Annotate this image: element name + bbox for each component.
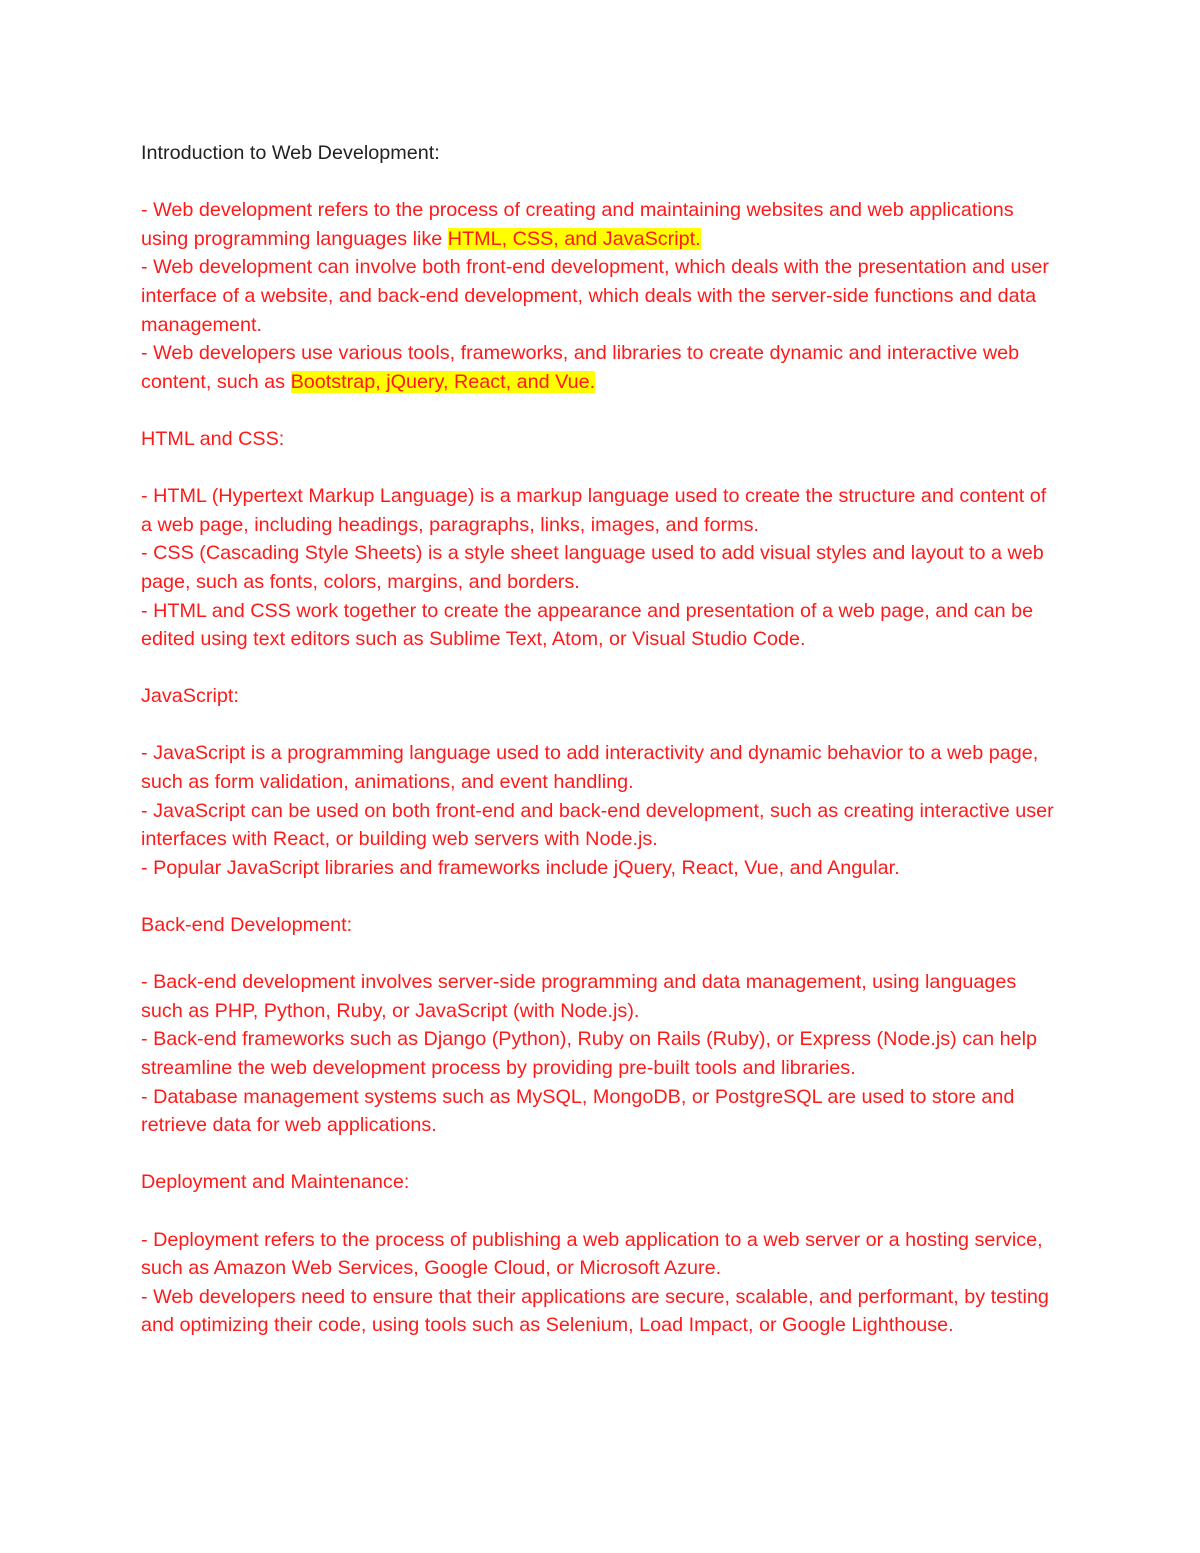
list-item: - Back-end development involves server-side programming and data management, using languages such as PHP, Python, Ruby, or JavaScript (with Node.js). xyxy=(141,971,1017,1022)
intro-paragraph-1 xyxy=(141,196,1061,253)
list-item: - Back-end frameworks such as Django (Python), Ruby on Rails (Ruby), or Express (Node.js) can help streamline the web development process by providing pre-built tools and libraries. xyxy=(141,1028,1038,1079)
intro-paragraph-2: - Web development can involve both front-end development, which deals with the presentation and user interface of a website, and back-end development, which deals with the server-side functions and data management. xyxy=(141,256,1049,336)
spacer xyxy=(141,882,1061,911)
spacer xyxy=(141,1197,1061,1226)
list-item: - HTML and CSS work together to create the appearance and presentation of a web page, and can be edited using text editors such as Sublime Text, Atom, or Visual Studio Code. xyxy=(141,599,1034,651)
document-page xyxy=(141,139,1061,1340)
highlighted-text: HTML, CSS, and JavaScript. xyxy=(447,227,701,250)
intro-paragraph-3 xyxy=(141,339,1061,396)
spacer xyxy=(141,1140,1061,1169)
section-heading-back-end: Back-end Development: xyxy=(141,914,353,937)
spacer xyxy=(141,454,1061,483)
list-item: - CSS (Cascading Style Sheets) is a style sheet language used to add visual styles and layout to a web page, such as fonts, colors, margins, and borders. xyxy=(141,542,1044,593)
list-item: - HTML (Hypertext Markup Language) is a markup language used to create the structure and content of a web page, including headings, paragraphs, links, images, and forms. xyxy=(141,485,1047,536)
list-item: - Deployment refers to the process of publishing a web application to a web server or a hosting service, such as Amazon Web Services, Google Cloud, or Microsoft Azure. xyxy=(141,1228,1043,1280)
spacer xyxy=(141,168,1061,197)
intro-paragraph-1-text: - Web development refers to the process of creating and maintaining websites and web applications using programming languages like xyxy=(141,199,1014,250)
highlighted-text: Bootstrap, jQuery, React, and Vue. xyxy=(290,370,596,393)
list-item: - Popular JavaScript libraries and frameworks include jQuery, React, Vue, and Angular. xyxy=(141,856,900,879)
section-heading-deployment: Deployment and Maintenance: xyxy=(141,1171,410,1194)
section-heading-html-css: HTML and CSS: xyxy=(141,427,285,450)
spacer xyxy=(141,711,1061,740)
list-item: - JavaScript can be used on both front-end and back-end development, such as creating interactive user interfaces with React, or building web servers with Node.js. xyxy=(141,799,1054,851)
list-item: - JavaScript is a programming language used to add interactivity and dynamic behavior to a web page, such as form validation, animations, and event handling. xyxy=(141,742,1039,794)
spacer xyxy=(141,940,1061,969)
intro-paragraph-3-text: - Web developers use various tools, frameworks, and libraries to create dynamic and interactive web content, such as xyxy=(141,342,1020,393)
document-title: Introduction to Web Development: xyxy=(141,142,440,164)
spacer xyxy=(141,654,1061,683)
list-item: - Web developers need to ensure that their applications are secure, scalable, and performant, by testing and optimizing their code, using tools such as Selenium, Load Impact, or Google Lighthouse. xyxy=(141,1285,1049,1337)
list-item: - Database management systems such as MySQL, MongoDB, or PostgreSQL are used to store and retrieve data for web applications. xyxy=(141,1085,1015,1137)
section-heading-javascript: JavaScript: xyxy=(141,685,239,708)
spacer xyxy=(141,396,1061,425)
